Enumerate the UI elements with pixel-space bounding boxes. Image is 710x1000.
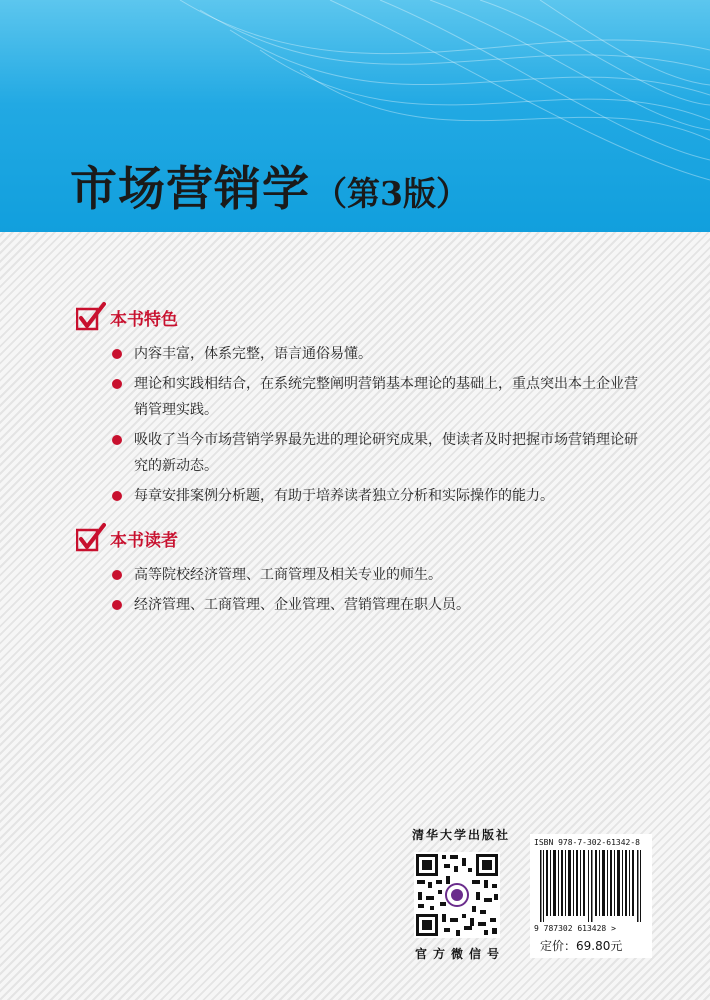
book-title-edition: （第3版） xyxy=(314,174,469,213)
bullet-dot xyxy=(112,570,122,580)
ean-digits: 9 787302 613428 > xyxy=(534,924,616,933)
features-list xyxy=(110,341,650,513)
list-item-text: 高等院校经济管理、工商管理及相关专业的师生。 xyxy=(134,567,442,583)
bullet-dot xyxy=(112,379,122,389)
check-icon xyxy=(76,523,106,553)
isbn-text: ISBN 978-7-302-61342-8 xyxy=(534,838,640,847)
list-item xyxy=(110,483,650,509)
publisher-name: 清华大学出版社 xyxy=(412,828,511,842)
list-item-text: 每章安排案例分析题，有助于培养读者独立分析和实际操作的能力。 xyxy=(134,488,554,504)
list-item xyxy=(110,592,650,618)
list-item-text: 理论和实践相结合，在系统完整阐明营销基本理论的基础上，重点突出本土企业营销管理实践。 xyxy=(134,376,638,418)
top-blue-band xyxy=(0,0,710,232)
barcode-graphic xyxy=(540,850,642,922)
qr-code-graphic xyxy=(414,852,500,938)
bullet-dot xyxy=(112,349,122,359)
list-item xyxy=(110,371,650,423)
bullet-dot xyxy=(112,491,122,501)
section-features-heading xyxy=(76,302,178,332)
list-item xyxy=(110,427,650,479)
readers-list xyxy=(110,562,650,622)
section-readers-heading xyxy=(76,523,178,553)
check-icon xyxy=(76,302,106,332)
section-title: 本书特色 xyxy=(110,309,178,330)
price-label: 定价：69.80元 xyxy=(540,939,623,953)
list-item-text: 经济管理、工商管理、企业管理、营销管理在职人员。 xyxy=(134,597,470,613)
section-title: 本书读者 xyxy=(110,530,178,551)
list-item xyxy=(110,341,650,367)
book-title xyxy=(70,152,469,217)
list-item-text: 内容丰富，体系完整，语言通俗易懂。 xyxy=(134,346,372,362)
book-title-main: 市场营销学 xyxy=(70,162,310,217)
qr-code xyxy=(414,852,500,938)
list-item-text: 吸收了当今市场营销学界最先进的理论研究成果，使读者及时把握市场营销理论研究的新动态。 xyxy=(134,432,638,474)
bullet-dot xyxy=(112,435,122,445)
list-item xyxy=(110,562,650,588)
qr-caption: 官方微信号 xyxy=(415,947,506,961)
bullet-dot xyxy=(112,600,122,610)
